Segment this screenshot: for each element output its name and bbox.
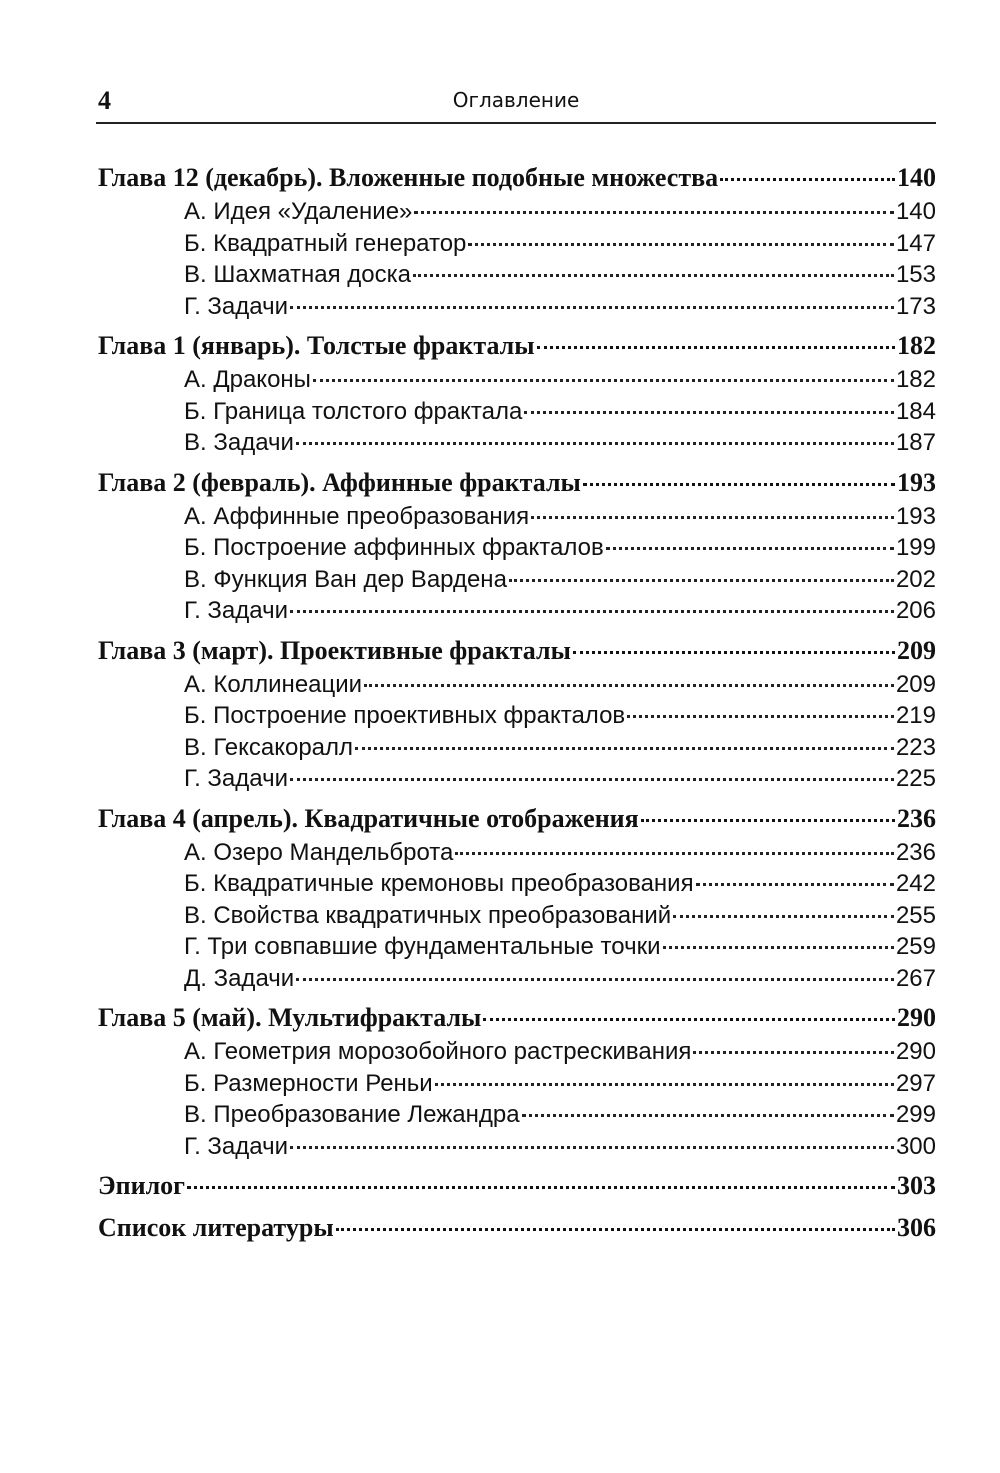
section-title: Г. Задачи (184, 292, 288, 320)
toc-section-row[interactable] (98, 763, 936, 795)
section-page-number: 299 (895, 1101, 936, 1128)
dot-leader (483, 1014, 895, 1021)
chapter-page-number: 209 (897, 635, 936, 665)
toc-section-row[interactable] (98, 364, 936, 396)
toc-chapter-block (98, 160, 936, 322)
toc-section-row[interactable] (98, 1036, 936, 1068)
section-title: Б. Построение проективных фракталов (184, 702, 626, 729)
dot-leader (364, 680, 894, 687)
dot-leader (455, 848, 894, 855)
section-page-number: 209 (895, 670, 936, 698)
chapter-title: Глава 1 (январь). Толстые фракталы (98, 331, 535, 360)
toc-chapter-block (98, 633, 936, 795)
toc-section-row[interactable] (98, 259, 936, 291)
toc-chapter-block (98, 1210, 936, 1246)
section-title: Б. Построение аффинных фракталов (184, 534, 604, 561)
table-of-contents (98, 160, 936, 1252)
chapter-page-number: 193 (897, 467, 936, 497)
section-page-number: 267 (895, 964, 936, 992)
toc-chapter-row[interactable] (98, 1210, 936, 1246)
dot-leader (187, 1182, 895, 1189)
section-page-number: 300 (895, 1132, 936, 1160)
chapter-page-number: 303 (897, 1171, 936, 1200)
section-title: А. Идея «Удаление» (184, 198, 413, 225)
section-page-number: 236 (895, 838, 936, 866)
toc-chapter-block (98, 328, 936, 459)
toc-section-row[interactable] (98, 595, 936, 627)
section-page-number: 290 (895, 1038, 936, 1065)
chapter-title: Глава 5 (май). Мультифракталы (98, 1003, 482, 1032)
toc-section-row[interactable] (98, 1131, 936, 1163)
section-page-number: 223 (895, 733, 936, 761)
section-title: Д. Задачи (184, 964, 295, 992)
toc-section-row[interactable] (98, 228, 936, 260)
dot-leader (290, 774, 894, 781)
dot-leader (573, 647, 895, 654)
section-page-number: 297 (895, 1069, 936, 1097)
section-page-number: 225 (895, 765, 936, 792)
toc-chapter-row[interactable] (98, 1000, 936, 1036)
toc-section-row[interactable] (98, 963, 936, 995)
section-title: В. Гексакоралл (184, 733, 354, 761)
toc-chapter-row[interactable] (98, 633, 936, 669)
toc-section-row[interactable] (98, 196, 936, 228)
dot-leader (290, 606, 894, 613)
toc-section-row[interactable] (98, 669, 936, 701)
section-page-number: 147 (895, 229, 936, 257)
dot-leader (606, 543, 894, 550)
dot-leader (413, 270, 894, 277)
section-page-number: 242 (895, 870, 936, 897)
section-title: А. Озеро Мандельброта (184, 838, 454, 866)
dot-leader (336, 1224, 895, 1231)
dot-leader (509, 575, 894, 582)
dot-leader (468, 239, 894, 246)
section-page-number: 184 (895, 397, 936, 425)
dot-leader (296, 438, 894, 445)
section-page-number: 206 (895, 597, 936, 624)
dot-leader (693, 1047, 894, 1054)
section-title: Г. Три совпавшие фундаментальные точки (184, 933, 661, 960)
toc-section-row[interactable] (98, 837, 936, 869)
chapter-page-number: 290 (897, 1003, 936, 1032)
section-title: Б. Квадратичные кремоновы преобразования (184, 870, 694, 897)
toc-chapter-block (98, 801, 936, 995)
toc-section-row[interactable] (98, 1099, 936, 1131)
dot-leader (296, 974, 894, 981)
section-title: В. Преобразование Лежандра (184, 1101, 520, 1128)
dot-leader (524, 407, 894, 414)
section-page-number: 153 (895, 261, 936, 288)
dot-leader (435, 1079, 894, 1086)
dot-leader (663, 942, 894, 949)
section-title: В. Шахматная доска (184, 261, 411, 288)
toc-chapter-row[interactable] (98, 801, 936, 837)
chapter-title: Глава 2 (февраль). Аффинные фракталы (98, 467, 581, 497)
toc-chapter-row[interactable] (98, 160, 936, 196)
section-page-number: 173 (895, 292, 936, 320)
section-page-number: 202 (895, 565, 936, 593)
section-page-number: 193 (895, 502, 936, 530)
section-page-number: 219 (895, 702, 936, 729)
section-title: Г. Задачи (184, 597, 288, 624)
dot-leader (696, 879, 894, 886)
section-page-number: 187 (895, 429, 936, 456)
section-page-number: 140 (895, 198, 936, 225)
dot-leader (537, 342, 895, 349)
dot-leader (583, 479, 895, 486)
section-page-number: 259 (895, 933, 936, 960)
section-title: А. Геометрия морозобойного растрескивания (184, 1038, 692, 1065)
toc-chapter-row[interactable] (98, 1168, 936, 1204)
dot-leader (355, 743, 894, 750)
toc-section-row[interactable] (98, 532, 936, 564)
toc-section-row[interactable] (98, 700, 936, 732)
dot-leader (531, 512, 894, 519)
dot-leader (627, 711, 894, 718)
toc-section-row[interactable] (98, 868, 936, 900)
section-title: В. Функция Ван дер Вардена (184, 565, 507, 593)
section-page-number: 182 (895, 366, 936, 393)
chapter-title: Глава 4 (апрель). Квадратичные отображения (98, 803, 639, 833)
dot-leader (290, 302, 894, 309)
toc-chapter-row[interactable] (98, 328, 936, 364)
section-title: Б. Размерности Реньи (184, 1069, 433, 1097)
section-title: А. Коллинеации (184, 670, 363, 698)
section-title: В. Задачи (184, 429, 294, 456)
toc-section-row[interactable] (98, 396, 936, 428)
toc-section-row[interactable] (98, 931, 936, 963)
dot-leader (414, 207, 894, 214)
section-title: А. Драконы (184, 366, 311, 393)
toc-section-row[interactable] (98, 900, 936, 932)
dot-leader (313, 375, 894, 382)
chapter-title: Глава 12 (декабрь). Вложенные подобные множества (98, 163, 719, 192)
toc-chapter-row[interactable] (98, 465, 936, 501)
chapter-title: Глава 3 (март). Проективные фракталы (98, 635, 571, 665)
section-page-number: 199 (895, 534, 936, 561)
dot-leader (641, 815, 895, 822)
chapter-title: Эпилог (98, 1171, 185, 1200)
chapter-page-number: 140 (897, 163, 936, 192)
toc-chapter-block (98, 465, 936, 627)
toc-section-row[interactable] (98, 564, 936, 596)
toc-section-row[interactable] (98, 501, 936, 533)
toc-chapter-block (98, 1168, 936, 1204)
toc-section-row[interactable] (98, 1068, 936, 1100)
chapter-page-number: 236 (897, 803, 936, 833)
chapter-page-number: 306 (897, 1213, 936, 1242)
section-title: Г. Задачи (184, 765, 288, 792)
toc-section-row[interactable] (98, 291, 936, 323)
toc-section-row[interactable] (98, 427, 936, 459)
section-title: Б. Квадратный генератор (184, 229, 467, 257)
dot-leader (673, 911, 894, 918)
toc-section-row[interactable] (98, 732, 936, 764)
running-title: Оглавление (452, 88, 580, 112)
section-title: Б. Граница толстого фрактала (184, 397, 523, 425)
section-title: В. Свойства квадратичных преобразований (184, 901, 672, 929)
chapter-title: Список литературы (98, 1213, 334, 1242)
section-title: Г. Задачи (184, 1132, 288, 1160)
section-page-number: 255 (895, 901, 936, 929)
toc-chapter-block (98, 1000, 936, 1162)
chapter-page-number: 182 (897, 331, 936, 360)
page-number: 4 (98, 86, 111, 115)
dot-leader (290, 1142, 894, 1149)
dot-leader (522, 1110, 894, 1117)
page-header (96, 86, 936, 124)
section-title: А. Аффинные преобразования (184, 502, 530, 530)
dot-leader (720, 174, 895, 181)
